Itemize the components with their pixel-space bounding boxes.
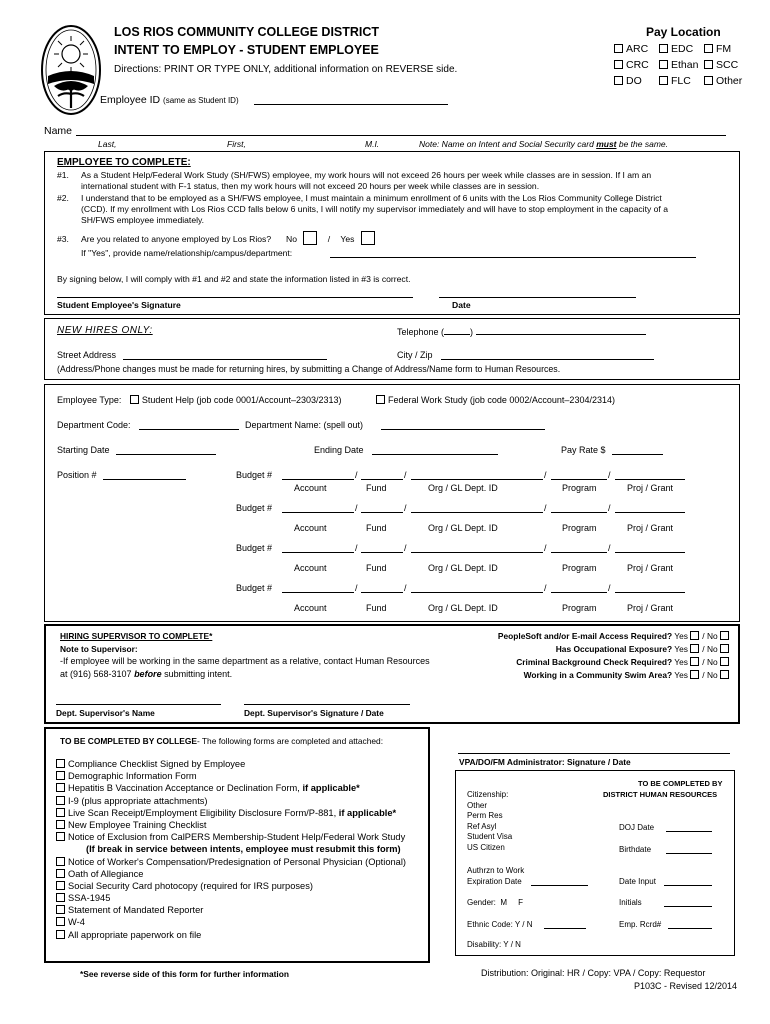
checklist-item-compliance[interactable]: Compliance Checklist Signed by Employee [56,759,406,771]
budget-col-account: Account [294,603,327,613]
administrator-signature-label: VPA/DO/FM Administrator: Signature / Date [459,757,631,767]
budget-separator: / [355,543,358,553]
budget-3-field-3[interactable] [411,552,543,553]
supervisor-note-line2: at (916) 568-3107 before submitting intent. [60,669,233,679]
related-details-label: If "Yes", provide name/relationship/campus/department: [81,248,293,258]
checklist-item-training[interactable]: New Employee Training Checklist [56,820,406,832]
related-yes-checkbox[interactable] [361,231,375,245]
checkbox-icon[interactable] [659,76,668,85]
budget-4-field-4[interactable] [551,592,607,593]
name-first-label: First, [227,139,246,149]
telephone-field[interactable] [476,326,646,335]
budget-col-proj-grant: Proj / Grant [627,523,674,533]
peoplesoft-yes-checkbox[interactable] [690,631,699,640]
budget-4-field-1[interactable] [282,592,354,593]
auth-to-work-label: Authrzn to Work [467,866,525,875]
pay-location-crc[interactable]: CRC [614,57,659,73]
budget-separator: / [608,470,611,480]
budget-col-org-gl-dept-id: Org / GL Dept. ID [428,603,498,613]
checkbox-icon[interactable] [56,832,65,841]
budget-2-field-4[interactable] [551,512,607,513]
employee-heading: EMPLOYEE TO COMPLETE: [57,157,191,168]
budget-separator: / [404,543,407,553]
budget-col-program: Program [562,483,597,493]
related-yes-label: Yes [340,234,355,244]
question-3: #3. Are you related to anyone employed by Los Rios? [57,234,272,244]
budget-separator: / [544,543,547,553]
checkbox-icon[interactable] [614,76,623,85]
revision-text: P103C - Revised 12/2014 [634,981,738,991]
street-address-label: Street Address [57,350,117,360]
budget-separator: / [608,583,611,593]
employee-type-row [57,395,342,405]
supervisor-name-field[interactable] [56,704,221,705]
directions-text: Directions: PRINT OR TYPE ONLY, additional information on REVERSE side. [114,64,458,75]
budget-separator: / [544,470,547,480]
related-answer: No / Yes [286,231,375,245]
budget-2-field-3[interactable] [411,512,543,513]
district-name: LOS RIOS COMMUNITY COLLEGE DISTRICT [114,25,380,39]
distribution-text: Distribution: Original: HR / Copy: VPA / Copy: Requestor [481,968,706,978]
ethnic-code-field[interactable] [544,928,586,929]
student-date-field[interactable] [439,297,636,298]
student-signature-label: Student Employee's Signature [57,300,181,310]
employee-id-note: (same as Student ID) [163,96,239,105]
birthdate-field[interactable] [666,853,712,854]
position-field[interactable] [103,479,186,480]
occupational-yes-checkbox[interactable] [690,644,699,653]
budget-1-field-2[interactable] [361,479,403,480]
supervisor-heading: HIRING SUPERVISOR TO COMPLETE* [60,631,213,641]
checkbox-icon[interactable] [704,60,713,69]
budget-col-program: Program [562,523,597,533]
budget-1-field-4[interactable] [551,479,607,480]
budget-col-fund: Fund [366,483,387,493]
calpers-note: (If break in service between intents, employee must resubmit this form) [86,844,401,855]
budget-2-field-5[interactable] [615,512,685,513]
employment-section [44,384,740,622]
department-name-label: Department Name: (spell out) [245,420,364,430]
signing-statement: By signing below, I will comply with #1 and #2 and state the information listed in #3 is correct. [57,274,411,284]
checkbox-icon[interactable] [614,60,623,69]
address-change-note: (Address/Phone changes must be made for returning hires, by submitting a Change of Address/Name form to Human Resources. [57,364,561,374]
budget-separator: / [544,503,547,513]
checklist-item-oath[interactable]: Oath of Allegiance [56,869,406,881]
checkbox-icon[interactable] [56,930,65,939]
type-student-help[interactable]: Student Help (job code 0001/Account–2303/2313) [130,395,342,405]
question-peoplesoft: PeopleSoft and/or E-mail Access Required? Yes / No [440,630,732,643]
checkbox-icon[interactable] [659,60,668,69]
question-swim: Working in a Community Swim Area? Yes / No [440,669,732,682]
occupational-no-checkbox[interactable] [720,644,729,653]
ending-date-field[interactable] [372,454,498,455]
checkbox-icon[interactable] [56,759,65,768]
budget-1-field-1[interactable] [282,479,354,480]
budget-separator: / [544,583,547,593]
budget-col-program: Program [562,563,597,573]
budget-col-fund: Fund [366,603,387,613]
budget-separator: / [355,503,358,513]
checkbox-icon[interactable] [56,796,65,805]
budget-col-org-gl-dept-id: Org / GL Dept. ID [428,563,498,573]
department-name-field[interactable] [381,429,545,430]
budget-separator: / [404,503,407,513]
starting-date-label: Starting Date [57,445,110,455]
budget-3-field-4[interactable] [551,552,607,553]
checklist-item-hepatitis[interactable]: Hepatitis B Vaccination Acceptance or Declination Form, if applicable* [56,783,406,795]
budget-col-account: Account [294,483,327,493]
citizenship-options: Citizenship: Other Perm Res Ref Asyl Student Visa US Citizen [467,790,513,852]
doj-date-label: DOJ Date [619,823,655,832]
budget-col-program: Program [562,603,597,613]
related-details-field[interactable] [330,257,696,258]
checklist-item-live-scan[interactable]: Live Scan Receipt/Employment Eligibility Disclosure Form/P-881, if applicable* [56,808,406,820]
emp-rcrd-field[interactable] [668,928,712,929]
budget-col-org-gl-dept-id: Org / GL Dept. ID [428,483,498,493]
supervisor-questions [440,630,732,682]
pay-location-do[interactable]: DO [614,73,659,89]
budget-separator: / [608,503,611,513]
disability-label: Disability: Y / N [467,940,521,949]
department-code-field[interactable] [139,429,239,430]
budget-col-fund: Fund [366,563,387,573]
college-heading: TO BE COMPLETED BY COLLEGE- The following forms are completed and attached: [60,736,384,746]
pay-location-edc[interactable]: EDC [659,41,704,57]
telephone-label: Telephone ( [397,327,445,337]
telephone-row: Telephone ( ) [397,326,646,337]
checklist-item-workers-comp[interactable]: Notice of Worker's Compensation/Predesignation of Personal Physician (Optional) [56,857,406,869]
doj-date-field[interactable] [666,831,712,832]
student-date-label: Date [452,300,471,310]
district-logo-seal [40,24,102,116]
budget-label: Budget # [236,470,273,480]
budget-separator: / [608,543,611,553]
employee-statements: #1. As a Student Help/Federal Work Study (SH/FWS) employee, my work hours will not exceed 26 hours per week while classes are in session. If I am an international student with F-1 status, then my work hours will not exceed 20 hours per week while classes are in session. #2. I understand that to be employed as a SH/FWS employee, I must maintain a minimum enrollment of 6 units with the Los Rios Community College District (CCD). If my enrollment with Los Rios CCD falls below 6 units, I will notify my supervisor immediately and will have to stop employment in the capacity of a SH/FWS employee immediately. [57,170,668,226]
checklist-item-i9[interactable]: I-9 (plus appropriate attachments) [56,796,406,808]
administrator-signature-field[interactable] [458,753,730,754]
checkbox-icon[interactable] [56,905,65,914]
budget-col-proj-grant: Proj / Grant [627,603,674,613]
supervisor-note-line1: -If employee will be working in the same department as a relative, contact Human Resources [60,656,430,666]
employee-id-row [100,94,239,106]
budget-3-field-2[interactable] [361,552,403,553]
position-label: Position # [57,470,97,480]
swim-yes-checkbox[interactable] [690,670,699,679]
budget-2-field-1[interactable] [282,512,354,513]
budget-label: Budget # [236,503,273,513]
peoplesoft-no-checkbox[interactable] [720,631,729,640]
pay-location-arc[interactable]: ARC [614,41,659,57]
checklist-item-all-paperwork[interactable]: All appropriate paperwork on file [56,930,406,942]
checkbox-icon[interactable] [56,783,65,792]
college-checklist [56,759,406,942]
pay-rate-field[interactable] [612,454,663,455]
budget-col-account: Account [294,563,327,573]
related-no-label: No [286,234,297,244]
checkbox-icon[interactable] [376,395,385,404]
budget-1-field-3[interactable] [411,479,543,480]
question-occupational: Has Occupational Exposure? Yes / No [440,643,732,656]
checklist-item-ssa1945[interactable]: SSA-1945 [56,893,406,905]
name-mi-label: M.I. [365,139,380,149]
pay-location-fm[interactable]: FM [704,41,744,57]
budget-separator: / [355,470,358,480]
background-no-checkbox[interactable] [720,657,729,666]
budget-4-field-2[interactable] [361,592,403,593]
budget-4-field-3[interactable] [411,592,543,593]
budget-1-field-5[interactable] [615,479,685,480]
name-last-label: Last, [98,139,117,149]
new-hires-heading: NEW HIRES ONLY: [57,325,153,336]
employee-id-field[interactable] [254,104,448,105]
employee-id-label: Employee ID [100,94,161,106]
background-yes-checkbox[interactable] [690,657,699,666]
checklist-item-mandated-reporter[interactable]: Statement of Mandated Reporter [56,905,406,917]
checkbox-icon[interactable] [56,771,65,780]
budget-3-field-5[interactable] [615,552,685,553]
swim-no-checkbox[interactable] [720,670,729,679]
city-zip-field[interactable] [441,359,654,360]
employee-type-label: Employee Type: [57,395,122,405]
emp-rcrd-label: Emp. Rcrd# [619,920,662,929]
budget-col-fund: Fund [366,523,387,533]
budget-label: Budget # [236,543,273,553]
initials-label: Initials [619,898,642,907]
gender-label: Gender: M F [467,898,524,907]
budget-2-field-2[interactable] [361,512,403,513]
expiration-date-label: Expiration Date [467,877,522,886]
expiration-date-field[interactable] [531,885,588,886]
birthdate-label: Birthdate [619,845,652,854]
supervisor-note-label: Note to Supervisor: [60,644,138,654]
student-signature-field[interactable] [57,297,413,298]
checkbox-icon[interactable] [56,893,65,902]
pay-location-grid [614,41,749,89]
hr-title-2: DISTRICT HUMAN RESOURCES [603,790,718,799]
budget-3-field-1[interactable] [282,552,354,553]
checkbox-icon[interactable] [704,76,713,85]
date-input-field[interactable] [664,885,712,886]
checkbox-icon[interactable] [56,881,65,890]
pay-location-title: Pay Location [646,25,721,39]
initials-field[interactable] [664,906,712,907]
department-code-label: Department Code: [57,420,131,430]
reverse-side-footnote: *See reverse side of this form for further information [80,969,289,979]
hr-title-1: TO BE COMPLETED BY [638,779,723,788]
budget-col-account: Account [294,523,327,533]
name-field[interactable] [76,135,726,136]
checklist-item-w4[interactable]: W-4 [56,917,406,929]
checkbox-icon[interactable] [56,869,65,878]
budget-separator: / [404,583,407,593]
checkbox-icon[interactable] [56,917,65,926]
budget-label: Budget # [236,583,273,593]
checkbox-icon[interactable] [614,44,623,53]
checklist-item-demographic[interactable]: Demographic Information Form [56,771,406,783]
checklist-item-ssn-card[interactable]: Social Security Card photocopy (required for IRS purposes) [56,881,406,893]
budget-col-org-gl-dept-id: Org / GL Dept. ID [428,523,498,533]
pay-rate-label: Pay Rate $ [561,445,606,455]
checkbox-icon[interactable] [704,44,713,53]
budget-col-proj-grant: Proj / Grant [627,563,674,573]
checkbox-icon[interactable] [130,395,139,404]
name-label: Name [44,125,73,137]
city-zip-label: City / Zip [397,350,433,360]
checkbox-icon[interactable] [56,820,65,829]
budget-col-proj-grant: Proj / Grant [627,483,674,493]
pay-location-ethan[interactable]: Ethan [659,57,704,73]
pay-location-other[interactable]: Other [704,73,749,89]
ethnic-code-label: Ethnic Code: Y / N [467,920,533,929]
area-code-field[interactable] [444,326,470,335]
question-background: Criminal Background Check Required? Yes / No [440,656,732,669]
pay-location-flc[interactable]: FLC [659,73,704,89]
pay-location-scc[interactable]: SCC [704,57,744,73]
date-input-label: Date Input [619,877,656,886]
street-address-field[interactable] [123,359,327,360]
checklist-item-calpers[interactable]: Notice of Exclusion from CalPERS Membership-Student Help/Federal Work Study [56,832,406,844]
supervisor-name-label: Dept. Supervisor's Name [56,708,155,718]
name-note: Note: Name on Intent and Social Security card must be the same. [419,139,669,149]
checkbox-icon[interactable] [56,808,65,817]
budget-4-field-5[interactable] [615,592,685,593]
checkbox-icon[interactable] [659,44,668,53]
supervisor-signature-field[interactable] [244,704,410,705]
ending-date-label: Ending Date [314,445,364,455]
budget-separator: / [355,583,358,593]
type-federal-work-study[interactable]: Federal Work Study (job code 0002/Account–2304/2314) [376,395,615,405]
budget-separator: / [404,470,407,480]
form-title: INTENT TO EMPLOY - STUDENT EMPLOYEE [114,43,379,57]
starting-date-field[interactable] [116,454,216,455]
checkbox-icon[interactable] [56,857,65,866]
supervisor-signature-label: Dept. Supervisor's Signature / Date [244,708,384,718]
related-no-checkbox[interactable] [303,231,317,245]
